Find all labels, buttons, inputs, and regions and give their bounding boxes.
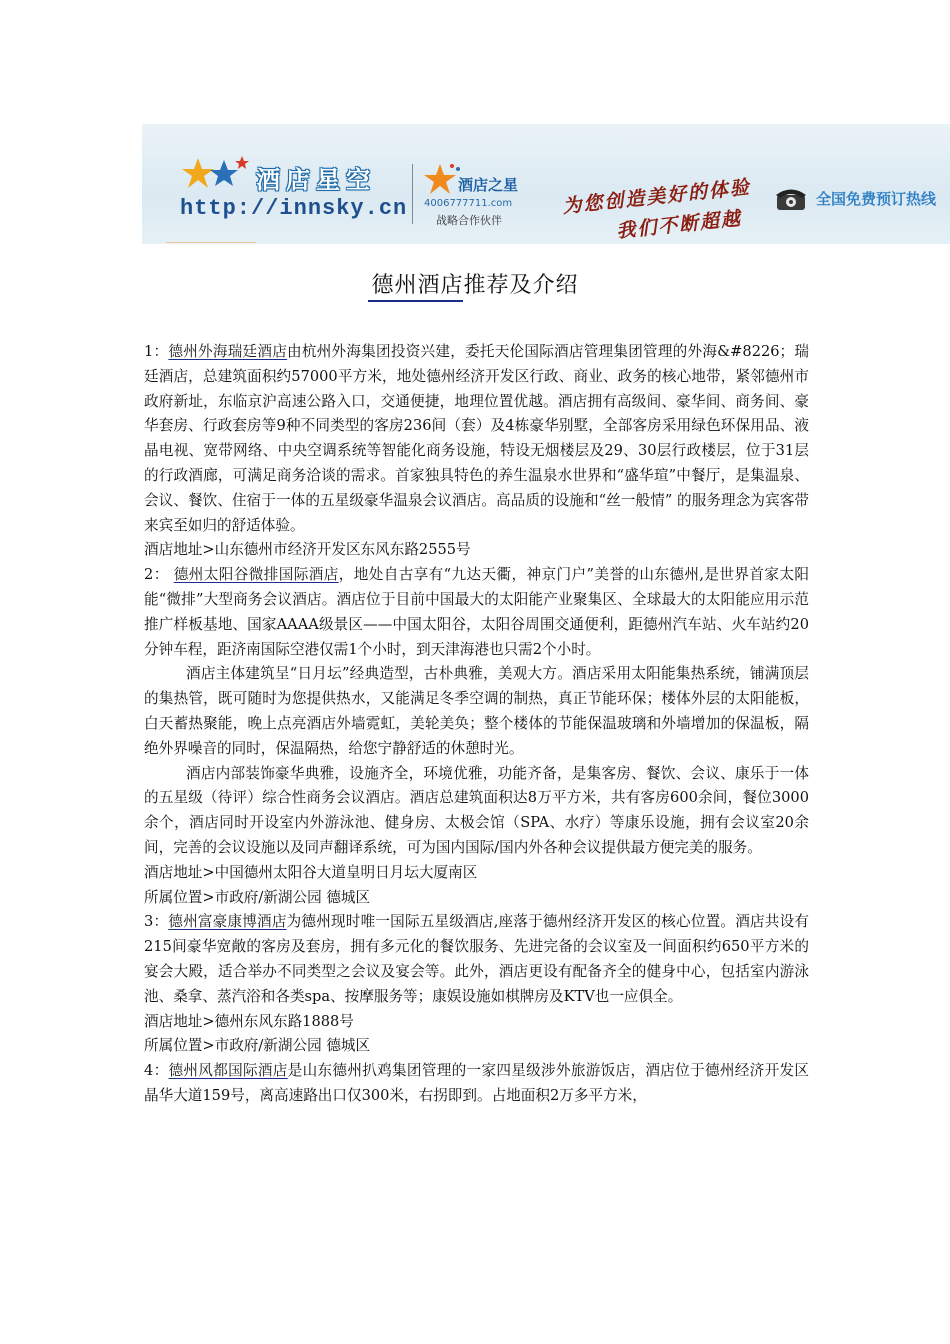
slogan-line-1: 为您创造美好的体验 (561, 176, 752, 218)
hotel-2-link[interactable]: 德州太阳谷微排国际酒店 (173, 566, 339, 584)
hotel-2-text: ，地处自古享有“九达天衢，神京门户”美誉的山东德州,是世界首家太阳能“微排”大型商务会议酒店。酒店位于目前中国最大的太阳能产业聚集区、全球最大的太阳能应用示范推广样板基地、国家AAAA级景区——中国太阳谷，太阳谷周围交通便利，距德州汽车站、火车站约20分钟车程，距济南国际空港仅需1个小时，到天津海港也只需2个小时。 (144, 566, 809, 658)
brand-logo[interactable] (180, 156, 410, 226)
hotel-2-location: 所属位置>市政府/新湖公园 德城区 (144, 888, 371, 906)
hotel-2-number: 2： (144, 566, 174, 584)
hotline[interactable] (774, 184, 950, 214)
telephone-icon (774, 186, 808, 212)
brand-name: 酒店星空 (256, 166, 376, 194)
hotel-3-number: 3： (144, 913, 169, 931)
banner-divider (412, 164, 413, 224)
hotline-text: 全国免费预订热线 (816, 190, 937, 208)
hotel-4-text: 是山东德州扒鸡集团管理的一家四星级涉外旅游饭店，酒店位于德州经济开发区晶华大道159号，离高速路出口仅300米，右拐即到。占地面积2万多平方米， (144, 1062, 809, 1104)
partner-phone: 4006777711.com (424, 198, 513, 209)
hotel-3-address: 酒店地址>德州东风东路1888号 (144, 1012, 354, 1030)
hotel-2-intro (144, 563, 809, 662)
partner-name: 酒店之星 (458, 176, 519, 194)
hotel-4-intro (144, 1059, 809, 1109)
partner-logo[interactable] (422, 160, 562, 230)
star-logo-icon (180, 156, 250, 192)
partner-label: 战略合作伙伴 (436, 214, 502, 227)
header-banner (142, 124, 950, 244)
banner-rule (166, 242, 256, 243)
hotel-3-location: 所属位置>市政府/新湖公园 德城区 (144, 1037, 371, 1055)
brand-url[interactable]: http://innsky.cn (180, 196, 408, 221)
hotel-1-text: 由杭州外海集团投资兴建，委托天伦国际酒店管理集团管理的外海&#8226；瑞廷酒店，总建筑面积约57000平方米，地处德州经济开发区行政、商业、政务的核心地带，紧邻德州市政府新址，东临京沪高速公路入口，交通便捷，地理位置优越。酒店拥有高级间、豪华间、商务间、豪华套房、行政套房等9种不同类型的客房236间（套）及4栋豪华别墅，全部客房采用绿色环保用品、液晶电视、宽带网络、中央空调系统等智能化商务设施，特设无烟楼层及29、30层行政楼层，位于31层的行政酒廊，可满足商务洽谈的需求。首家独具特色的养生温泉水世界和“盛华瑄”中餐厅，是集温泉、会议、餐饮、住宿于一体的五星级豪华温泉会议酒店。高品质的设施和“丝一般情” 的服务理念为宾客带来宾至如归的舒适体验。 (144, 343, 809, 534)
hotel-2-address: 酒店地址>中国德州太阳谷大道皇明日月坛大厦南区 (144, 863, 478, 881)
slogan-line-2: 我们不断超越 (615, 207, 743, 243)
article-body (144, 340, 809, 1109)
hotel-1-address: 酒店地址>山东德州市经济开发区东风东路2555号 (144, 541, 471, 559)
hotel-2-para-3: 酒店内部装饰豪华典雅，设施齐全，环境优雅，功能齐备，是集客房、餐饮、会议、康乐于一体的五星级（待评）综合性商务会议酒店。酒店总建筑面积达8万平方米，共有客房600余间，餐位3000余个，酒店同时开设室内外游泳池、健身房、太极会馆（SPA、水疗）等康乐设施，拥有会议室20余间，完善的会议设施以及同声翻译系统，可为国内国际/国内外各种会议提供最方便完美的服务。 (144, 764, 809, 856)
hotel-3-intro (144, 910, 809, 1009)
hotel-3-text: 为德州现时唯一国际五星级酒店,座落于德州经济开发区的核心位置。酒店共设有215间豪华宽敞的客房及套房，拥有多元化的餐饮服务、先进完备的会议室及一间面积约650平方米的宴会大殿，适合举办不同类型之会议及宴会等。此外，酒店更设有配备齐全的健身中心，包括室内游泳池、桑拿、蒸汽浴和各类spa、按摩服务等；康娱设施如棋牌房及KTV也一应俱全。 (144, 913, 809, 1005)
hotel-1-number: 1： (144, 343, 169, 360)
hotel-2-para-2: 酒店主体建筑呈“日月坛”经典造型，古朴典雅，美观大方。酒店采用太阳能集热系统，铺满顶层的集热管，既可随时为您提供热水，又能满足冬季空调的制热，真正节能环保；楼体外层的太阳能板，白天蓄热聚能，晚上点亮酒店外墙霓虹，美轮美奂；整个楼体的节能保温玻璃和外墙增加的保温板，隔绝外界噪音的同时，保温隔热，给您宁静舒适的休憩时光。 (144, 665, 809, 757)
hotel-4-number: 4： (144, 1062, 169, 1080)
hotel-3-link[interactable]: 德州富豪康博酒店 (168, 913, 287, 931)
title-underline (368, 300, 463, 302)
hotel-1-intro (144, 340, 809, 538)
page-title: 德州酒店推荐及介绍 (371, 273, 579, 298)
partner-star-icon (422, 162, 462, 198)
hotel-1-link[interactable]: 德州外海瑞廷酒店 (168, 343, 288, 360)
hotel-4-link[interactable]: 德州风都国际酒店 (168, 1062, 288, 1080)
